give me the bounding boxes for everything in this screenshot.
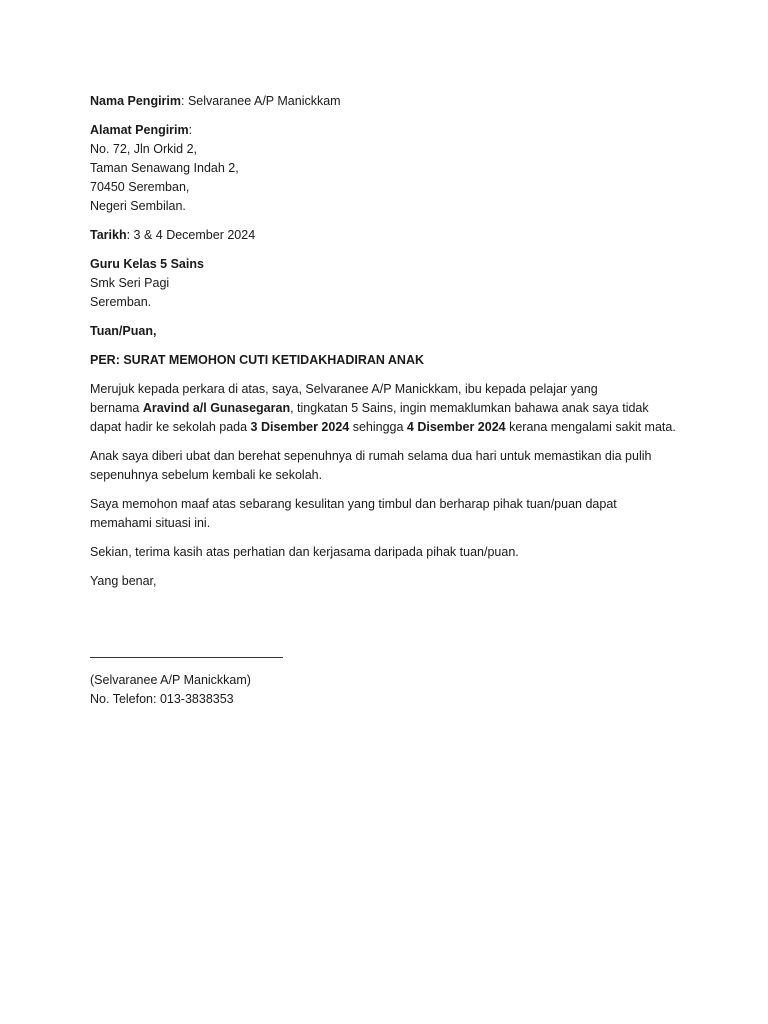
body-line xyxy=(90,399,690,418)
address-line: Negeri Sembilan. xyxy=(90,199,186,213)
body-line: Anak saya diberi ubat dan berehat sepenuhnya di rumah selama dua hari untuk memastikan dia pulih xyxy=(90,449,652,463)
body-text: , tingkatan 5 Sains, ingin memaklumkan bahawa anak saya tidak xyxy=(290,401,649,415)
body-line: memahami situasi ini. xyxy=(90,516,211,530)
salutation xyxy=(90,322,690,341)
body-line: Sekian, terima kasih atas perhatian dan kerjasama daripada pihak tuan/puan. xyxy=(90,545,519,559)
sender-name-value: : Selvaranee A/P Manickkam xyxy=(181,94,341,108)
subject xyxy=(90,351,690,370)
end-date: 4 Disember 2024 xyxy=(406,420,506,434)
body-line: Saya memohon maaf atas sebarang kesulitan yang timbul dan berharap pihak tuan/puan dapat xyxy=(90,497,617,511)
closing-text: Yang benar, xyxy=(90,574,157,588)
sender-address-label: Alamat Pengirim xyxy=(90,123,189,137)
body-text: dapat hadir ke sekolah pada xyxy=(90,420,251,434)
recipient-line: Smk Seri Pagi xyxy=(90,276,170,290)
address-line: No. 72, Jln Orkid 2, xyxy=(90,142,197,156)
body-paragraph-2 xyxy=(90,447,690,485)
body-paragraph-3 xyxy=(90,495,690,533)
closing xyxy=(90,572,690,591)
signature-block xyxy=(90,671,690,709)
address-line: Taman Senawang Indah 2, xyxy=(90,161,239,175)
sender-address xyxy=(90,121,690,216)
signer-name: (Selvaranee A/P Manickkam) xyxy=(90,673,251,687)
body-paragraph-4 xyxy=(90,543,690,562)
sender-address-heading xyxy=(90,121,690,140)
sender-address-colon: : xyxy=(188,123,193,137)
signer-phone: No. Telefon: 013-3838353 xyxy=(90,692,234,706)
body-text: bernama xyxy=(90,401,143,415)
start-date: 3 Disember 2024 xyxy=(250,420,350,434)
student-name: Aravind a/l Gunasegaran xyxy=(142,401,291,415)
body-paragraph-1 xyxy=(90,380,690,437)
address-line: 70450 Seremban, xyxy=(90,180,190,194)
signature-line xyxy=(90,645,283,658)
body-text: sehingga xyxy=(349,420,407,434)
body-line: sepenuhnya sebelum kembali ke sekolah. xyxy=(90,468,323,482)
recipient-block xyxy=(90,255,690,312)
letter-date xyxy=(90,226,690,245)
sender-name-label: Nama Pengirim xyxy=(90,94,182,108)
recipient-title: Guru Kelas 5 Sains xyxy=(90,257,204,271)
body-text: kerana mengalami sakit mata. xyxy=(505,420,676,434)
signature-space xyxy=(90,601,690,645)
body-line xyxy=(90,418,690,437)
subject-text: PER: SURAT MEMOHON CUTI KETIDAKHADIRAN ANAK xyxy=(90,353,425,367)
body-line: Merujuk kepada perkara di atas, saya, Selvaranee A/P Manickkam, ibu kepada pelajar yang xyxy=(90,382,598,396)
recipient-line: Seremban. xyxy=(90,295,152,309)
letter xyxy=(90,92,690,719)
salutation-text: Tuan/Puan, xyxy=(90,324,157,338)
sender-name xyxy=(90,92,690,111)
date-value: : 3 & 4 December 2024 xyxy=(126,228,256,242)
date-label: Tarikh xyxy=(90,228,127,242)
